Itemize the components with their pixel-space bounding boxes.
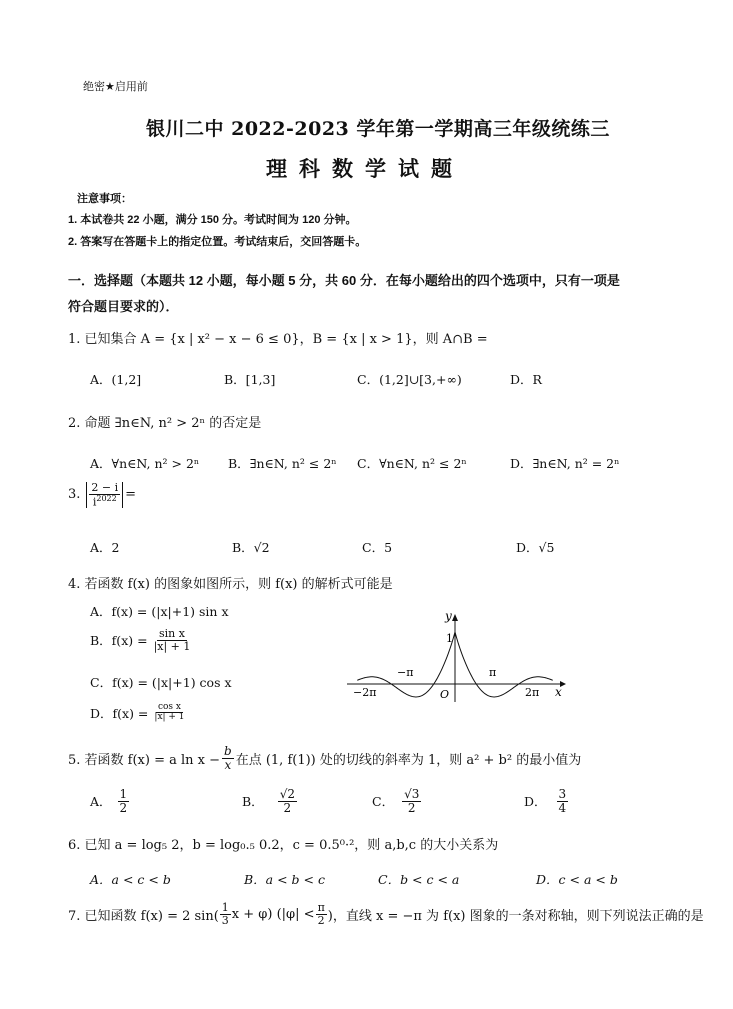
q3-option-c: C．5 [362, 540, 393, 555]
q3-fraction [89, 482, 120, 508]
q7-stem-b: )，直线 x = −π 为 f(x) 图象的一条对称轴，则下列说法正确的是 [327, 908, 704, 924]
q5-option-b-fraction [278, 788, 297, 814]
q3-option-b: B．√2 [232, 540, 270, 555]
tick-neg-2pi: −2π [353, 686, 377, 699]
y-axis-arrow [452, 614, 458, 621]
q7-frac2-den: 2 [317, 913, 325, 927]
q1-option-d: D．R [510, 372, 542, 387]
q1-stem: 1. 已知集合 A = {x | x² − x − 6 ≤ 0}，B = {x | x > 1}，则 A∩B = [68, 332, 488, 347]
section1-heading-line1: 一．选择题（本题共 12 小题，每小题 5 分，共 60 分．在每小题给出的四个选项中，只有一项是 [68, 273, 620, 288]
q5-stem [68, 745, 581, 771]
tick-neg-pi: −π [397, 666, 414, 679]
q5-option-b [242, 788, 297, 814]
q3-tail: = [125, 487, 137, 503]
q7-stem [68, 902, 704, 926]
q4-option-b-num: sin x [159, 627, 185, 640]
q3-stem [68, 482, 136, 508]
note-item-2: 2. 答案写在答题卡上的指定位置。考试结束后，交回答题卡。 [68, 236, 367, 248]
q6-option-a: A．a < c < b [90, 872, 171, 887]
q6-option-b: B．a < b < c [244, 872, 325, 887]
q5-c-num: √3 [404, 787, 420, 801]
q6-option-c: C．b < c < a [378, 872, 460, 887]
q7-stem-a: 7. 已知函数 f(x) = 2 sin( [68, 908, 219, 924]
q4-function-graph [345, 606, 570, 706]
q7-fraction-1 [220, 902, 231, 926]
q7-frac2-num: π [317, 901, 325, 914]
q4-option-a: A．f(x) = (|x|+1) sin x [90, 604, 229, 619]
q3-option-a: A．2 [90, 540, 120, 555]
q4-option-b-fraction [152, 628, 193, 652]
q7-frac1-num: 1 [221, 901, 229, 914]
q3-abs-value [86, 482, 123, 508]
q5-stem-a: 5. 若函数 f(x) = a ln x − [68, 752, 221, 768]
q4-option-d-den: |x| + 1 [154, 712, 185, 723]
q5-option-c-label: C． [372, 794, 395, 810]
q6-stem: 6. 已知 a = log₅ 2，b = log₀.₅ 0.2，c = 0.5⁰·²，则 a,b,c 的大小关系为 [68, 838, 499, 853]
q3-den-base: i [92, 495, 97, 509]
x-axis-label: x [555, 685, 562, 699]
q5-stem-b: 在点 (1, f(1)) 处的切线的斜率为 1，则 a² + b² 的最小值为 [235, 752, 582, 768]
q2-option-b: B．∃n∈N, n² ≤ 2ⁿ [228, 456, 337, 471]
q5-option-c [372, 788, 421, 814]
q3-numerator: 2 − i [91, 481, 119, 494]
q5-option-a [90, 788, 129, 814]
tick-pi: π [489, 666, 497, 679]
q4-option-c: C．f(x) = (|x|+1) cos x [90, 675, 232, 690]
tick-2pi: 2π [525, 686, 540, 699]
q7-fraction-2 [316, 902, 327, 926]
q7-frac1-den: 3 [221, 913, 229, 927]
q5-option-c-fraction [402, 788, 421, 814]
q1-option-a: A．(1,2] [90, 372, 142, 387]
exam-title: 银川二中 2022-2023 学年第一学期高三年级统练三 [146, 118, 610, 140]
q5-a-den: 2 [119, 800, 128, 815]
q1-option-b: B．[1,3] [224, 372, 276, 387]
q4-option-d-fraction [152, 703, 186, 723]
q5-b-den: 2 [283, 800, 292, 815]
y-axis-label: y [445, 609, 452, 623]
q5-a-num: 1 [119, 787, 128, 801]
q5-d-den: 4 [558, 800, 567, 815]
q5-option-a-fraction [118, 788, 130, 814]
origin-label: O [440, 688, 450, 701]
q4-option-d-label: D．f(x) = [90, 705, 149, 721]
note-item-1: 1. 本试卷共 22 小题，满分 150 分。考试时间为 120 分钟。 [68, 214, 357, 226]
q3-denominator [91, 495, 119, 508]
q1-option-c: C．(1,2]∪[3,+∞) [357, 372, 462, 387]
q4-option-d [90, 703, 187, 723]
q4-option-b-label: B．f(x) = [90, 633, 148, 649]
q2-stem: 2. 命题 ∃n∈N, n² > 2ⁿ 的否定是 [68, 416, 262, 431]
q5-b-num: √2 [279, 787, 295, 801]
q3-den-exp: 2022 [96, 493, 117, 503]
q3-option-d: D．√5 [516, 540, 555, 555]
q2-option-c: C．∀n∈N, n² ≤ 2ⁿ [357, 456, 467, 471]
q5-option-b-label: B． [242, 794, 264, 810]
q4-option-b [90, 628, 192, 652]
q5-option-d-label: D． [524, 794, 547, 810]
section1-heading-line2: 符合题目要求的）． [68, 299, 179, 314]
q5-c-den: 2 [407, 800, 416, 815]
q4-option-d-num: cos x [157, 702, 181, 712]
y-tick-one: 1 [446, 632, 453, 645]
q5-option-d [524, 788, 568, 814]
q2-option-d: D．∃n∈N, n² = 2ⁿ [510, 456, 620, 471]
q5-option-d-fraction [557, 788, 569, 814]
q3-number: 3. [68, 487, 81, 503]
q4-option-b-den: |x| + 1 [153, 639, 191, 653]
q5-option-a-label: A． [90, 794, 112, 810]
notes-heading: 注意事项： [77, 193, 132, 205]
q5-frac-num: b [224, 744, 232, 758]
q5-fraction [222, 745, 234, 771]
exam-subtitle: 理科数学试题 [266, 156, 464, 181]
q2-option-a: A．∀n∈N, n² > 2ⁿ [90, 456, 200, 471]
secret-label: 绝密★启用前 [83, 81, 148, 93]
q5-d-num: 3 [558, 787, 567, 801]
q6-option-d: D．c < a < b [536, 872, 618, 887]
q7-mid: x + φ) (|φ| < [231, 906, 315, 922]
q5-frac-den: x [224, 757, 232, 772]
q4-stem: 4. 若函数 f(x) 的图象如图所示，则 f(x) 的解析式可能是 [68, 577, 393, 592]
